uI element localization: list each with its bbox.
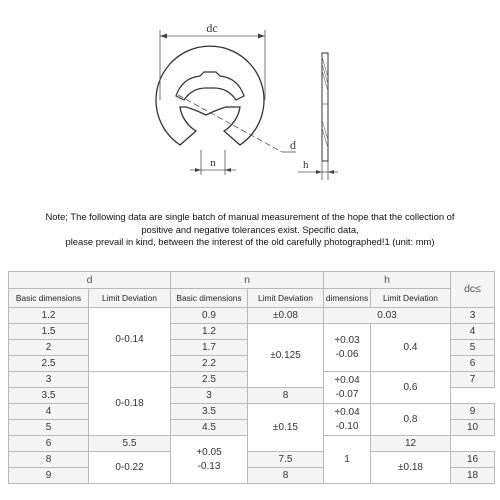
d-basic-cell: 3	[9, 372, 89, 388]
n-basic-cell: 0.9	[171, 308, 248, 324]
group-header-d: d	[9, 272, 171, 289]
label-h: h	[303, 159, 309, 171]
n-deviation-cell: ±0.15	[248, 404, 324, 452]
dc-cell: 3	[451, 308, 495, 324]
d-basic-cell: 9	[9, 468, 89, 484]
note-line: Note; The following data are single batch of manual measurement of the hope that the collection of	[45, 211, 455, 222]
h-deviation-minus: -0.06	[335, 348, 359, 360]
dc-cell: 8	[248, 388, 324, 404]
e-clip-dimension-table	[8, 271, 495, 484]
n-deviation-cell: ±0.08	[248, 308, 324, 324]
h-deviation-plus: +0.03	[334, 334, 360, 346]
dc-cell: 5	[451, 340, 495, 356]
n-basic-cell: 7.5	[248, 452, 324, 468]
h-deviation-cell	[324, 404, 371, 436]
h-dimension-cell: 0.03	[324, 308, 451, 324]
n-basic-cell: 1.7	[171, 340, 248, 356]
n-basic-cell: 2.2	[171, 356, 248, 372]
dc-cell: 4	[451, 324, 495, 340]
d-deviation-cell: 0-0.14	[89, 308, 171, 372]
column-header: dimensions	[324, 289, 371, 308]
h-deviation-plus: +0.04	[334, 406, 360, 418]
h-dimension-cell: 0.8	[371, 404, 451, 436]
h-deviation-cell	[324, 372, 371, 404]
label-dc: dc	[206, 21, 218, 35]
d-basic-cell: 2	[9, 340, 89, 356]
n-basic-cell: 8	[248, 468, 324, 484]
note-line: please prevail in kind, between the interest of the old carefully photographed!1 (unit: mm)	[65, 236, 435, 247]
n-basic-cell: 4.5	[171, 420, 248, 436]
e-clip-outline	[156, 46, 264, 145]
h-deviation-cell	[171, 436, 248, 484]
h-deviation-minus: -0.07	[335, 388, 359, 400]
d-basic-cell: 8	[9, 452, 89, 468]
e-clip-technical-drawing	[0, 0, 500, 200]
h-dimension-cell: 1	[324, 436, 371, 484]
d-basic-cell: 1.2	[9, 308, 89, 324]
note-line: positive and negative tolerances exist. Specific data,	[141, 223, 359, 235]
h-deviation-minus: -0.13	[197, 460, 221, 472]
h-dimension-cell: 0.6	[371, 372, 451, 404]
n-basic-cell: 5.5	[89, 436, 171, 452]
label-d: d	[290, 138, 296, 152]
column-header: Basic dimensions	[171, 289, 248, 308]
h-deviation-plus: +0.05	[196, 446, 222, 458]
n-basic-cell: 1.2	[171, 324, 248, 340]
h-deviation-cell	[324, 324, 371, 372]
dc-cell: 18	[451, 468, 495, 484]
dc-cell: 9	[451, 404, 495, 420]
column-header: Basic dimensions	[9, 289, 89, 308]
n-deviation-cell: ±0.18	[371, 452, 451, 484]
d-deviation-cell: 0-0.22	[89, 452, 171, 484]
dc-cell: 10	[451, 420, 495, 436]
n-basic-cell: 2.5	[171, 372, 248, 388]
column-header: Limit Deviation	[248, 289, 324, 308]
e-clip-inner-fingers	[176, 72, 244, 100]
n-deviation-cell: ±0.125	[248, 324, 324, 388]
dc-cell: 16	[451, 452, 495, 468]
d-deviation-cell: 0-0.18	[89, 372, 171, 436]
d-basic-cell: 3.5	[9, 388, 89, 404]
group-header-h: h	[324, 272, 451, 289]
h-deviation-minus: -0.10	[335, 420, 359, 432]
dc-cell: 7	[451, 372, 495, 388]
label-n: n	[210, 157, 216, 169]
h-dimension-cell: 0.4	[371, 324, 451, 372]
group-header-n: n	[171, 272, 324, 289]
dc-cell: 12	[371, 436, 451, 452]
d-basic-cell: 5	[9, 420, 89, 436]
h-deviation-plus: +0.04	[334, 374, 360, 386]
column-header: Limit Deviation	[89, 289, 171, 308]
d-basic-cell: 1.5	[9, 324, 89, 340]
d-basic-cell: 4	[9, 404, 89, 420]
column-header: Limit Deviation	[371, 289, 451, 308]
n-basic-cell: 3.5	[171, 404, 248, 420]
d-basic-cell: 6	[9, 436, 89, 452]
d-basic-cell: 2.5	[9, 356, 89, 372]
dc-cell: 6	[451, 356, 495, 372]
group-header-dc: dc≤	[451, 272, 495, 308]
measurement-note	[0, 211, 500, 249]
n-basic-cell: 3	[171, 388, 248, 404]
